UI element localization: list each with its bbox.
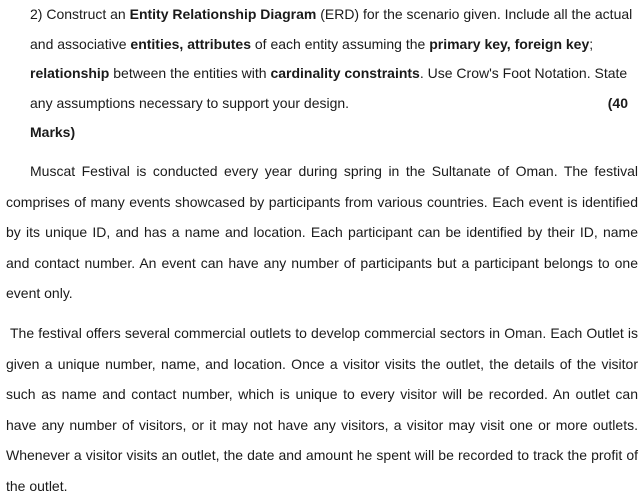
keyword-keys: primary key, foreign key — [429, 35, 590, 52]
question-text-segment: Construct an — [46, 6, 126, 22]
question-number: 2) — [30, 6, 43, 22]
question-block — [30, 0, 634, 148]
marks-close: Marks) — [30, 124, 76, 140]
question-text — [30, 0, 634, 118]
paragraph-2-text: The festival offers several commercial outlets to develop commercial sectors in Oman. Each Outlet is given a unique number, name, and location. Once a visitor visits the outlet, the details of the visitor such as name and contact number, which is unique to every visitor will be recorded. An outlet can have any number of visitors, or it may not have any visitors, a visitor may visit one or more outlets. Whenever a visitor visits an outlet, the date and amount he spent will be recorded to track the profit of the outlet. — [6, 325, 638, 494]
scenario-paragraph-1 — [6, 156, 638, 309]
scenario-paragraph-2 — [6, 318, 638, 501]
paragraph-1-text: Muscat Festival is conducted every year during spring in the Sultanate of Oman. The festival comprises of many events showcased by participants from various countries. Each event is identified by its unique ID, and has a name and location. Each participant can be identified by their ID, name and contact number. An event can have any number of participants but a participant belongs to one event only. — [6, 163, 638, 301]
keyword-relationship: relationship — [30, 65, 110, 81]
keyword-cardinality: cardinality constraints — [270, 65, 420, 81]
question-text-segment: between the entities with — [113, 65, 267, 81]
keyword-erd: Entity Relationship Diagram — [129, 6, 317, 22]
question-text-segment: . Use Crow's Foot Notation. State any assumptions necessary to support your design. — [30, 65, 628, 111]
question-text-segment: (ERD) for the scenario given. Include all the actual and associative — [30, 6, 633, 52]
marks-open: (40 — [607, 94, 628, 111]
question-text-segment: ; — [589, 35, 594, 52]
keyword-entities-attributes: entities, attributes — [130, 35, 251, 52]
question-text-segment: of each entity assuming the — [254, 35, 426, 52]
